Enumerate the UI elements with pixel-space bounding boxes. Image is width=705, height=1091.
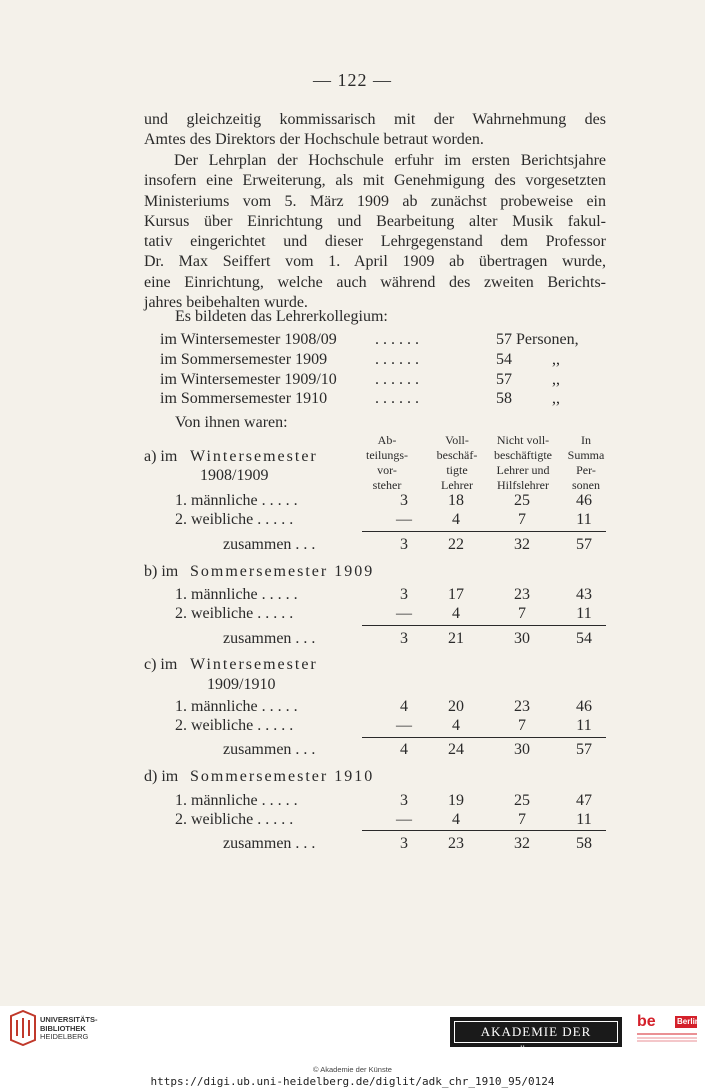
summary-value: 57 (496, 371, 512, 388)
paragraph-1 (144, 110, 606, 151)
section-letter: c) im (144, 656, 178, 673)
text-line: und gleichzeitig kommissarisch mit der Wahrnehmung des (144, 111, 606, 128)
summary-value: 54 (496, 351, 512, 368)
cell: — (396, 605, 412, 622)
header-line: Lehrer (441, 478, 473, 492)
summary-dots: . . . . . . (375, 390, 419, 407)
cell: 30 (514, 630, 530, 647)
row-label: 1. männliche . . . . . (175, 792, 298, 809)
summary-ditto: ,, (552, 371, 560, 388)
von-ihnen-line: Von ihnen waren: (175, 414, 288, 431)
cell: 46 (576, 492, 592, 509)
row-label: 2. weibliche . . . . . (175, 811, 294, 828)
cell: 11 (576, 717, 592, 734)
cell: 32 (514, 835, 530, 852)
intro-line: Es bildeten das Lehrerkollegium: (175, 308, 388, 325)
row-label: 2. weibliche . . . . . (175, 511, 294, 528)
section-title: Sommersemester 1909 (190, 563, 375, 580)
sum-rule (362, 531, 606, 532)
berlin-logo-be: be (637, 1013, 656, 1030)
akademie-logo-text: AKADEMIE DER KÜNSTE (454, 1021, 618, 1043)
sum-rule (362, 625, 606, 626)
total-label: zusammen . . . (223, 536, 316, 553)
header-line: steher (372, 478, 402, 492)
text-line: eine Einrichtung, welche auch während des zweiten Berichts- (144, 273, 606, 291)
cell: 11 (576, 811, 592, 828)
header-line: Voll- (445, 433, 469, 447)
cell: 4 (400, 741, 408, 758)
column-header-vollbeschaeftigte (425, 433, 489, 493)
row-label: 2. weibliche . . . . . (175, 605, 294, 622)
cell: 22 (448, 536, 464, 553)
cell: 7 (518, 811, 526, 828)
university-library-name[interactable] (40, 1016, 98, 1042)
header-line: Summa (567, 448, 605, 462)
header-line: sonen (572, 478, 600, 492)
summary-dots: . . . . . . (375, 351, 419, 368)
summary-label: im Wintersemester 1909/10 (160, 371, 337, 388)
row-label: 1. männliche . . . . . (175, 492, 298, 509)
cell: 18 (448, 492, 464, 509)
header-line: tigte (446, 463, 468, 477)
library-line: UNIVERSITÄTS- (40, 1015, 98, 1024)
cell: 23 (514, 698, 530, 715)
cell: — (396, 717, 412, 734)
text-line: tativ eingerichtet und dieser Lehrgegenstand dem Professor (144, 233, 606, 251)
section-title: Wintersemester (190, 448, 318, 465)
university-library-logo-icon[interactable] (8, 1010, 38, 1046)
cell: 11 (576, 511, 592, 528)
cell: 7 (518, 605, 526, 622)
cell: 25 (514, 792, 530, 809)
cell: 54 (576, 630, 592, 647)
copyright-notice: © Akademie der Künste (313, 1065, 392, 1074)
header-line: beschäftigte (494, 448, 552, 462)
cell: 7 (518, 717, 526, 734)
header-line: In (581, 433, 591, 447)
sum-rule (362, 737, 606, 738)
summary-label: im Wintersemester 1908/09 (160, 331, 337, 348)
section-letter: b) im (144, 563, 179, 580)
header-line: teilungs- (366, 448, 408, 462)
cell: 4 (452, 811, 460, 828)
paragraph-2 (144, 151, 606, 313)
library-line: BIBLIOTHEK (40, 1023, 86, 1033)
column-header-summa (560, 433, 612, 493)
akademie-logo[interactable] (450, 1017, 622, 1059)
cell: 57 (576, 536, 592, 553)
summary-value: 58 (496, 390, 512, 407)
total-label: zusammen . . . (223, 835, 316, 852)
cell: 17 (448, 586, 464, 603)
cell: 47 (576, 792, 592, 809)
cell: 20 (448, 698, 464, 715)
text-line: Kursus über Einrichtung und Bearbeitung alter Musik fakul- (144, 212, 606, 230)
section-subtitle: 1909/1910 (207, 676, 276, 693)
cell: — (396, 511, 412, 528)
summary-label: im Sommersemester 1910 (160, 390, 328, 407)
cell: 23 (448, 835, 464, 852)
header-line: beschäf- (436, 448, 478, 462)
cell: 3 (400, 630, 408, 647)
text-line: jahres beibehalten wurde. (144, 294, 308, 312)
cell: 3 (400, 536, 408, 553)
total-label: zusammen . . . (223, 630, 316, 647)
library-line: HEIDELBERG (40, 1032, 89, 1041)
cell: 4 (400, 698, 408, 715)
berlin-logo-word: Berlin (677, 1017, 700, 1026)
summary-ditto: ,, (552, 351, 560, 368)
text-line: Ministeriums vom 5. März 1909 ab zunächst probeweise ein (144, 192, 606, 210)
header-line: Hilfslehrer (497, 478, 549, 492)
cell: 4 (452, 511, 460, 528)
cell: 4 (452, 605, 460, 622)
text-line: insofern eine Erweiterung, als mit Genehmigung des vorgesetzten (144, 172, 606, 190)
page-number: — 122 — (313, 70, 392, 90)
sum-rule (362, 830, 606, 831)
cell: 19 (448, 792, 464, 809)
section-letter: d) im (144, 768, 179, 785)
cell: 43 (576, 586, 592, 603)
column-header-abteilungsvorsteher (355, 433, 419, 493)
cell: 3 (400, 586, 408, 603)
permalink-url[interactable]: https://digi.ub.uni-heidelberg.de/diglit/adk_chr_1910_95/0124 (150, 1075, 555, 1088)
cell: 32 (514, 536, 530, 553)
header-line: Ab- (377, 433, 397, 447)
section-title: Sommersemester 1910 (190, 768, 375, 785)
section-title: Wintersemester (190, 656, 318, 673)
cell: 46 (576, 698, 592, 715)
cell: — (396, 811, 412, 828)
summary-ditto: ,, (552, 390, 560, 407)
summary-value: 57 Personen, (496, 331, 579, 348)
summary-label: im Sommersemester 1909 (160, 351, 328, 368)
cell: 3 (400, 792, 408, 809)
summary-dots: . . . . . . (375, 331, 419, 348)
cell: 21 (448, 630, 464, 647)
cell: 57 (576, 741, 592, 758)
summary-dots: . . . . . . (375, 371, 419, 388)
header-line: vor- (377, 463, 397, 477)
text-line: Dr. Max Seiffert vom 1. April 1909 ab übertragen wurde, (144, 253, 606, 271)
header-line: Per- (576, 463, 596, 477)
cell: 4 (452, 717, 460, 734)
column-header-nicht-vollbeschaeftigte (482, 433, 564, 493)
cell: 24 (448, 741, 464, 758)
row-label: 1. männliche . . . . . (175, 698, 298, 715)
header-line: Nicht voll- (496, 433, 550, 447)
row-label: 2. weibliche . . . . . (175, 717, 294, 734)
cell: 11 (576, 605, 592, 622)
section-letter: a) im (144, 448, 178, 465)
total-label: zusammen . . . (223, 741, 316, 758)
cell: 3 (400, 492, 408, 509)
section-subtitle: 1908/1909 (200, 467, 269, 484)
cell: 7 (518, 511, 526, 528)
row-label: 1. männliche . . . . . (175, 586, 298, 603)
cell: 30 (514, 741, 530, 758)
berlin-logo-icon[interactable] (635, 1012, 699, 1050)
cell: 25 (514, 492, 530, 509)
cell: 23 (514, 586, 530, 603)
cell: 3 (400, 835, 408, 852)
text-line: Der Lehrplan der Hochschule erfuhr im ersten Berichtsjahre (174, 152, 606, 169)
header-line: Lehrer und (496, 463, 550, 477)
text-line: Amtes des Direktors der Hochschule betraut worden. (144, 131, 484, 149)
cell: 58 (576, 835, 592, 852)
